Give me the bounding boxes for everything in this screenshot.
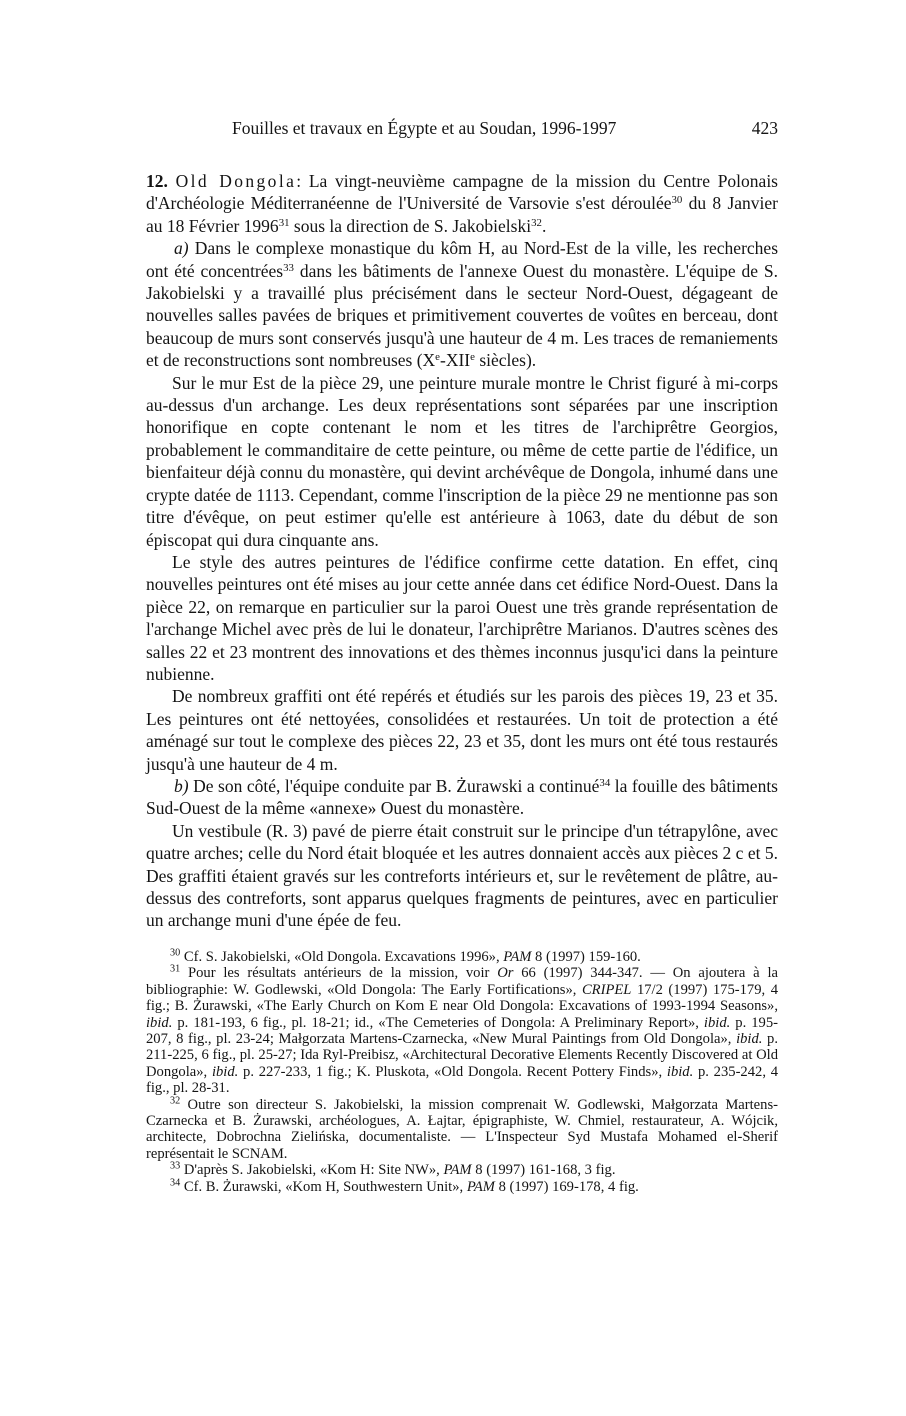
subsection-label-b: b) (174, 775, 189, 796)
section-number: 12. (146, 171, 168, 191)
paragraph-graffiti: De nombreux graffiti ont été repérés et étudiés sur les parois des pièces 19, 23 et 35. Les peintures ont été nettoyées, consolidées et restaurées. Un toit de protection a été aménagé sur tout le complexe des pièces 22, 23 et 35, dont les murs ont été tous restaurés jusqu'à une hauteur de 4 m. (146, 686, 778, 774)
footnote-ref-34: 34 (599, 777, 611, 790)
main-text (146, 170, 778, 932)
paragraph-vestibule: Un vestibule (R. 3) pavé de pierre était construit sur le principe d'un tétrapylône, avec quatre arches; celle du Nord était bloquée et les autres donnaient accès aux pièces 2 c et 5. Des graffiti étaient gravés sur les contreforts intérieurs et, sur le revêtement de plâtre, au-dessus des contreforts, sont apparus quelques fragments de peintures, avec en particulier un archange muni d'une épée de feu. (146, 820, 778, 931)
paragraph-b: b) De son côté, l'équipe conduite par B. Żurawski a continué$^{34}$ la fouille des bâtiments Sud-Ouest de la même «annexe» Ouest du monastère. (146, 775, 778, 819)
paragraph-a: a) Dans le complexe monastique du kôm H, au Nord-Est de la ville, les recherches ont été concentrées$^{33}$ dans les bâtiments de l'annexe Ouest du monastère. L'équipe de S. Jakobielski y a travaillé plus précisément dans le secteur Nord-Ouest, dégageant de nouvelles salles pavées de briques et primitivement couvertes de voûtes en berceau, dont beaucoup de murs sont conservés jusqu'à une hauteur de 4 m. Les traces de remaniements et de reconstructions sont nombreuses (Xe-XIIe siècles). (146, 238, 778, 371)
page-number: 423 (751, 118, 778, 138)
footnote-ref-33: 33 (283, 261, 294, 274)
footnote-30: $^{30}$ Cf. S. Jakobielski, «Old Dongola. Excavations 1996», PAM 8 (1997) 159-160. (170, 947, 641, 965)
footnotes (146, 949, 778, 1195)
site-name: Old Dongola (175, 171, 297, 191)
footnote-32: $^{32}$ Outre son directeur S. Jakobielski, la mission comprenait W. Godlewski, Małgorzata Martens-Czarnecka et B. Żurawski, archéologues, A. Łajtar, épigraphiste, W. Chmiel, restaurateur, A. Wójcik, architecte, Dobrochna Zielińska, documentaliste. — L'Inspecteur Syd Mustafa Mohamed el-Sherif représentait le SCNAM. (146, 1095, 778, 1162)
paragraph-style: Le style des autres peintures de l'édifice confirme cette datation. En effet, cinq nouvelles peintures ont été mises au jour cette année dans cet édifice Nord-Ouest. Dans la pièce 22, on remarque en particulier sur la paroi Ouest une très grande représentation de l'archange Michel avec près de lui le donateur, l'archiprêtre Marianos. D'autres scènes des salles 22 et 23 montrent des innovations et des thèmes inconnus jusqu'ici dans la peinture nubienne. (146, 551, 778, 684)
footnote-ref-32: 32 (531, 216, 542, 229)
footnote-ref-31: 31 (278, 216, 290, 229)
paragraph-intro: 12. Old Dongola: La vingt-neuvième campagne de la mission du Centre Polonais d'Archéologie Méditerranéenne de l'Université de Varsovie s'est déroulée$^{30}$ du 8 Janvier au 18 Février 1996$^{31}$ sous la direction de S. Jakobielski$^{32}$. (146, 171, 778, 236)
footnote-34: $^{34}$ Cf. B. Żurawski, «Kom H, Southwestern Unit», PAM 8 (1997) 169-178, 4 fig. (170, 1177, 639, 1195)
subsection-label-a: a) (174, 238, 189, 259)
footnote-33: $^{33}$ D'après S. Jakobielski, «Kom H: Site NW», PAM 8 (1997) 161-168, 3 fig. (170, 1160, 616, 1179)
footnote-31: $^{31}$ Pour les résultats antérieurs de la mission, voir Or 66 (1997) 344-347. — On ajoutera à la bibliographie: W. Godlewski, «Old Dongola: The Early Fortifications», CRIPEL 17/2 (1997) 175-179, 4 fig.; B. Żurawski, «The Early Church on Kom E near Old Dongola: Excavations of 1993-1994 Seasons», ibid. p. 181-193, 6 fig., pl. 18-21; id., «The Cemeteries of Dongola: A Preliminary Report», ibid. p. 195-207, 8 fig., pl. 23-24; Małgorzata Martens-Czarnecka, «New Mural Paintings from Old Dongola», ibid. p. 211-225, 6 fig., pl. 25-27; Ida Ryl-Preibisz, «Architectural Decorative Elements Recently Discovered at Old Dongola», ibid. p. 227-233, 1 fig.; K. Pluskota, «Old Dongola. Recent Pottery Finds», ibid. p. 235-242, 4 fig., pl. 28-31. (146, 963, 779, 1097)
footnote-ref-30: 30 (671, 194, 683, 207)
running-title: Fouilles et travaux en Égypte et au Soudan, 1996-1997 (232, 118, 617, 138)
paragraph-christ-painting: Sur le mur Est de la pièce 29, une peinture murale montre le Christ figuré à mi-corps au-dessus d'un archange. Les deux représentations sont séparées par une inscription honorifique en copte contenant le nom et les titres de l'archiprêtre Georgios, probablement le commanditaire de cette peinture, ou même de cette partie de l'édifice, un bienfaiteur déjà connu du monastère, qui devint archévêque de Dongola, inhumé dans une crypte datée de 1113. Cependant, comme l'inscription de la pièce 29 ne mentionne pas son titre d'évêque, on peut estimer qu'elle est antérieure à 1063, date du début de son épiscopat qui dura cinquante ans. (146, 372, 778, 550)
